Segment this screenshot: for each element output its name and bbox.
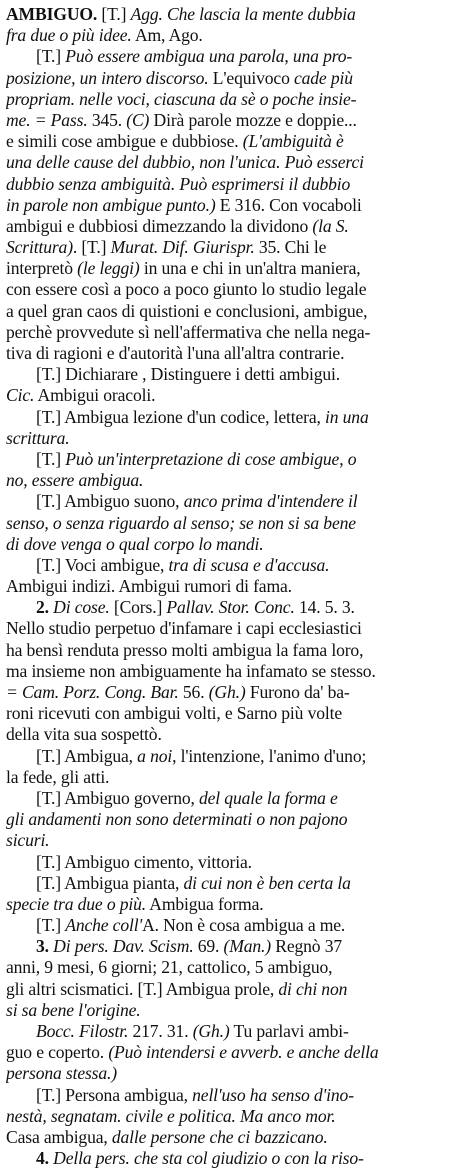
text-run: una parola: [208, 46, 285, 67]
text-line: [6, 237, 461, 258]
text-line: [6, 258, 461, 279]
text-run: tiva di ragioni e d'autorità l'una all'altra contrarie.: [6, 343, 345, 363]
text-run: Può un'interpretazione di cose ambigue: [65, 448, 340, 469]
text-run: tra di scusa e d'accusa.: [168, 554, 330, 575]
text-line: [6, 767, 461, 788]
text-run: (Man.): [223, 936, 272, 957]
text-run: [T.] Ambiguo governo,: [36, 787, 199, 808]
text-run: E 316. Con vocaboli: [215, 194, 362, 215]
text-run: dalle persone che ci bazzicano.: [111, 1126, 328, 1147]
text-run: Ambigui oracoli.: [34, 385, 156, 406]
text-line: [6, 110, 461, 131]
text-run: in parole non ambigue punto.): [6, 194, 216, 215]
text-line: [6, 46, 461, 67]
text-run: Murat. Dif. Giurispr.: [110, 237, 255, 258]
text-run: nestà, segnatam. civile e politica. Ma anco mor.: [6, 1105, 336, 1126]
text-run: Della pers. che sta col giudizio o con la riso-: [53, 1148, 364, 1169]
text-run: del quale la forma e: [199, 787, 338, 808]
text-run: 3.: [36, 936, 54, 957]
text-line: [6, 174, 461, 195]
text-line: [6, 618, 461, 639]
text-run: Furono da' ba-: [245, 682, 350, 702]
text-run: roni ricevuti con ambigui volti, e Sarno più volte: [6, 703, 342, 724]
text-run: Dirà parole mozze e doppie...: [149, 109, 357, 130]
text-line: [6, 873, 461, 894]
text-run: in una e chi in un'altra maniera,: [139, 258, 361, 279]
text-run: no, essere ambigua.: [6, 470, 144, 491]
text-run: (Gh.): [208, 682, 246, 702]
text-run: propriam. nelle voci, ciascuna da sè o poche insie-: [6, 88, 357, 109]
text-run: Casa ambigua,: [6, 1126, 112, 1147]
text-run: cade più: [293, 67, 353, 88]
text-run: una delle cause del dubbio, non l'unica. Può esserci: [6, 152, 364, 173]
text-run: [T.]: [97, 4, 131, 24]
text-line: [6, 1042, 461, 1063]
text-run: la fede, gli atti.: [6, 766, 110, 787]
text-line: [6, 131, 461, 152]
text-run: fra due o più idee.: [6, 25, 132, 46]
text-run: 217. 31.: [128, 1021, 193, 1041]
text-run: A. Non è cosa ambigua a me.: [142, 915, 346, 936]
text-run: a quel gran caos di quistioni e conclusioni, ambigue,: [6, 300, 368, 321]
text-line: [6, 407, 461, 428]
text-run: 2.: [36, 597, 54, 618]
text-run: Am, Ago.: [131, 25, 203, 46]
text-line: [6, 279, 461, 300]
text-line: [6, 428, 461, 449]
text-line: [6, 364, 461, 385]
text-run: Agg. Che lascia la mente dubbia: [130, 4, 356, 24]
text-line: [6, 555, 461, 576]
text-run: di chi non: [278, 978, 348, 999]
text-line: [6, 195, 461, 216]
text-run: sicuri.: [6, 830, 50, 851]
text-run: Anche coll': [65, 915, 143, 936]
text-run: 4.: [36, 1148, 54, 1169]
text-run: anco prima d'intendere il: [183, 491, 358, 512]
text-run: Ambigua forma.: [146, 893, 264, 914]
text-run: [T.] Persona ambigua,: [36, 1084, 193, 1105]
text-run: Pallav. Stor. Conc.: [166, 597, 295, 618]
text-line: [6, 915, 461, 936]
text-run: . [T.]: [72, 237, 111, 258]
text-line: [6, 152, 461, 173]
text-run: 345.: [87, 109, 127, 130]
text-run: 14. 5. 3.: [294, 597, 355, 618]
text-run: scrittura.: [6, 427, 70, 448]
text-run: (Può intendersi e avverb. e anche della: [108, 1042, 379, 1063]
text-run: Cic.: [6, 385, 35, 406]
text-run: [Cors.]: [109, 597, 167, 618]
text-run: [T.] Dichiarare , Distinguere i detti ambigui.: [36, 364, 340, 385]
text-line: [6, 703, 461, 724]
text-run: , l'intenzione, l'animo d'uno;: [172, 745, 367, 766]
text-run: gli altri scismatici. [T.] Ambigua prole,: [6, 978, 279, 999]
text-run: posizione, un intero discorso.: [6, 67, 209, 88]
text-line: [6, 322, 461, 343]
text-run: = Cam. Porz. Cong. Bar.: [6, 682, 179, 702]
text-run: (L'ambiguità è: [242, 131, 344, 152]
text-line: [6, 576, 461, 597]
text-run: [T.] Ambiguo suono,: [36, 491, 184, 512]
text-line: [6, 661, 461, 682]
text-run: ha bensì renduta presso molti ambigua la fama loro,: [6, 639, 364, 660]
text-run: specie tra due o più.: [6, 893, 147, 914]
text-line: [6, 25, 461, 46]
text-line: [6, 1106, 461, 1127]
text-line: [6, 470, 461, 491]
text-line: [6, 1000, 461, 1021]
text-line: [6, 979, 461, 1000]
text-line: [6, 957, 461, 978]
text-run: [T.]: [36, 915, 66, 936]
text-line: [6, 724, 461, 745]
text-line: [6, 1127, 461, 1148]
text-run: Di pers. Dav. Scism.: [53, 936, 194, 957]
text-run: o: [347, 448, 357, 469]
text-run: in una: [325, 406, 369, 427]
text-run: Bocc. Filostr.: [36, 1021, 129, 1041]
text-run: perchè provvedute sì nell'affermativa che nella nega-: [6, 321, 371, 342]
text-run: a noi: [137, 745, 173, 766]
text-run: [T.]: [36, 46, 66, 67]
text-run: me. = Pass.: [6, 109, 88, 130]
text-run: (Gh.): [192, 1021, 230, 1041]
text-line: [6, 385, 461, 406]
text-run: ambigui e dubbiosi dimezzando la dividono: [6, 215, 313, 236]
text-line: [6, 852, 461, 873]
text-line: [6, 788, 461, 809]
text-run: [T.]: [36, 448, 66, 469]
text-line: [6, 4, 461, 25]
text-run: AMBIGUO.: [6, 4, 98, 24]
text-run: una pro-: [292, 46, 353, 67]
text-line: [6, 534, 461, 555]
text-line: [6, 216, 461, 237]
text-line: [6, 343, 461, 364]
text-run: Tu parlavi ambi-: [229, 1021, 349, 1041]
text-line: [6, 513, 461, 534]
text-run: L'equivoco: [208, 67, 294, 88]
text-run: 35. Chi le: [254, 237, 327, 258]
text-line: [6, 89, 461, 110]
text-run: anni, 9 mesi, 6 giorni; 21, cattolico, 5 ambiguo,: [6, 957, 333, 978]
text-line: [6, 830, 461, 851]
text-run: guo e coperto.: [6, 1042, 109, 1063]
text-run: [T.] Voci ambigue,: [36, 554, 169, 575]
text-run: della vita sua sospettò.: [6, 724, 162, 745]
text-run: con essere così a poco a poco giunto lo studio legale: [6, 279, 367, 300]
text-run: Può essere ambigua: [65, 46, 209, 67]
text-line: [6, 936, 461, 957]
text-run: 56.: [178, 682, 209, 702]
text-run: persona stessa.): [6, 1063, 117, 1084]
text-run: 69.: [193, 936, 224, 957]
text-run: ,: [284, 46, 293, 67]
text-run: si sa bene l'origine.: [6, 999, 141, 1020]
text-run: (C): [126, 109, 150, 130]
text-line: [6, 682, 461, 703]
text-line: [6, 894, 461, 915]
text-line: [6, 597, 461, 618]
text-run: [T.] Ambiguo cimento, vittoria.: [36, 851, 252, 872]
text-run: nell'uso ha senso d'ino-: [192, 1084, 354, 1105]
text-line: [6, 746, 461, 767]
text-run: Di cose.: [53, 597, 110, 618]
text-line: [6, 1021, 461, 1042]
text-line: [6, 491, 461, 512]
text-run: interpretò: [6, 258, 78, 279]
text-line: [6, 640, 461, 661]
text-run: Ambigui indizi. Ambigui rumori di fama.: [6, 576, 292, 597]
text-line: [6, 68, 461, 89]
text-run: [T.] Ambigua,: [36, 745, 138, 766]
text-run: Nello studio perpetuo d'infamare i capi ecclesiastici: [6, 618, 362, 639]
text-line: [6, 1085, 461, 1106]
text-run: ,: [339, 448, 348, 469]
text-run: e simili cose ambigue e dubbiose.: [6, 131, 243, 152]
text-run: di dove venga o qual corpo lo mandi.: [6, 533, 264, 554]
text-run: senso, o senza riguardo al senso; se non si sa bene: [6, 512, 356, 533]
text-run: gli andamenti non sono determinati o non pajono: [6, 809, 348, 830]
text-run: Scrittura): [6, 237, 73, 258]
text-line: [6, 1063, 461, 1084]
text-run: di cui non è ben certa la: [183, 872, 351, 893]
text-run: ma insieme non ambiguamente ha infamato se stesso.: [6, 660, 376, 681]
text-run: [T.] Ambigua pianta,: [36, 872, 184, 893]
text-run: (le leggi): [77, 258, 140, 279]
text-line: [6, 449, 461, 470]
text-line: [6, 301, 461, 322]
text-run: Regnò 37: [271, 936, 342, 957]
text-line: [6, 1148, 461, 1169]
text-run: (la S.: [312, 215, 349, 236]
text-line: [6, 809, 461, 830]
text-run: [T.] Ambigua lezione d'un codice, lettera,: [36, 406, 326, 427]
text-run: dubbio senza ambiguità. Può esprimersi il dubbio: [6, 173, 351, 194]
